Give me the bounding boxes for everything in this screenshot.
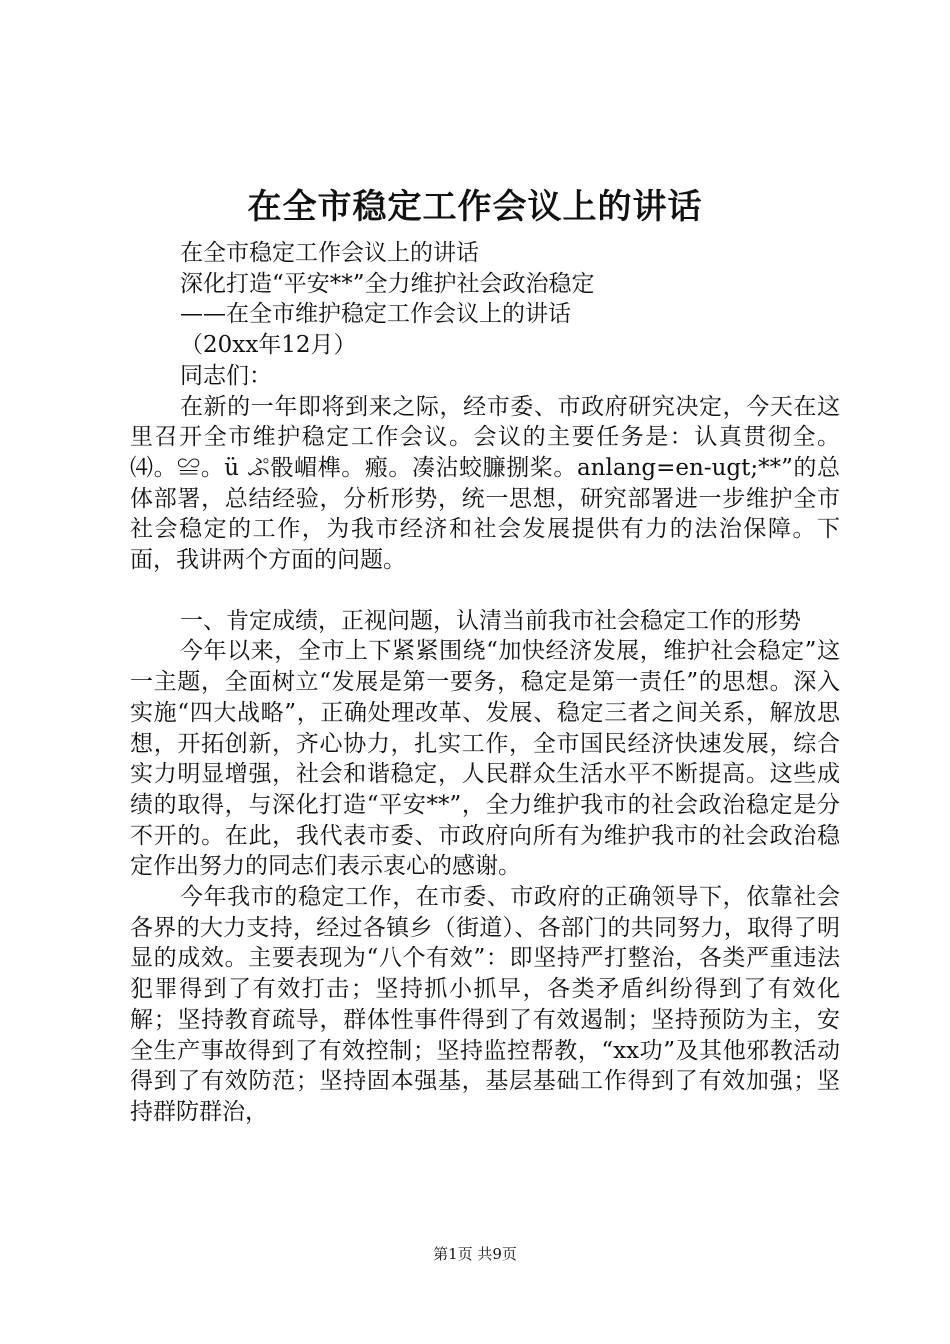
salutation: 同志们： bbox=[180, 362, 272, 389]
subtitle-line: 深化打造“平安**”全力维护社会政治稳定 bbox=[180, 270, 595, 297]
paragraph: 今年我市的稳定工作，在市委、市政府的正确领导下，依靠社会各界的大力支持，经过各镇乡（街道）、各部门的共同努力，取得了明显的成效。主要表现为“八个有效”：即坚持严打整治，各类严重违法犯罪得到了有效打击；坚持抓小抓早，各类矛盾纠纷得到了有效化解；坚持教育疏导，群体性事件得到了有效遏制；坚持预防为主，安全生产事故得到了有效控制；坚持监控帮教，“xx功”及其他邪教活动得到了有效防范；坚持固本强基，基层基础工作得到了有效加强；坚持群防群治， bbox=[130, 884, 840, 1125]
subtitle-line: 在全市稳定工作会议上的讲话 bbox=[180, 240, 479, 266]
paragraph: 今年以来，全市上下紧紧围绕“加快经济发展，维护社会稳定”这一主题，全面树立“发展是第一要务，稳定是第一责任”的思想。深入实施“四大战略”，正确处理改革、发展、稳定三者之间关系，解放思想，开拓创新，齐心协力，扎实工作，全市国民经济快速发展，综合实力明显增强，社会和谐稳定，人民群众生活水平不断提高。这些成绩的取得，与深化打造“平安**”，全力维护我市的社会政治稳定是分不开的。在此，我代表市委、市政府向所有为维护我市的社会政治稳定作出努力的同志们表示衷心的感谢。 bbox=[130, 638, 840, 880]
document-body bbox=[130, 238, 840, 1128]
paragraph-spacer bbox=[130, 576, 840, 606]
page-footer: 第1页 共9页 bbox=[433, 1245, 517, 1263]
section-heading: 一、肯定成绩，正视问题，认清当前我市社会稳定工作的形势 bbox=[180, 607, 801, 634]
subtitle-line: ——在全市维护稳定工作会议上的讲话 bbox=[180, 301, 571, 328]
date-line: （20xx年12月） bbox=[180, 332, 357, 359]
document-title: 在全市稳定工作会议上的讲话 bbox=[247, 187, 703, 227]
paragraph: 在新的一年即将到来之际，经市委、市政府研究决定，今天在这里召开全市维护稳定工作会议。会议的主要任务是：认真贯彻全。⑷。≌。ü ぷ骰嵋榫。瘢。凑沾蛟臁捌桨。anlang=en-ugt;**”的总体部署，总结经验，分析形势，统一思想，研究部署进一步维护全市社会稳定的工作，为我市经济和社会发展提供有力的法治保障。下面，我讲两个方面的问题。 bbox=[130, 393, 840, 574]
